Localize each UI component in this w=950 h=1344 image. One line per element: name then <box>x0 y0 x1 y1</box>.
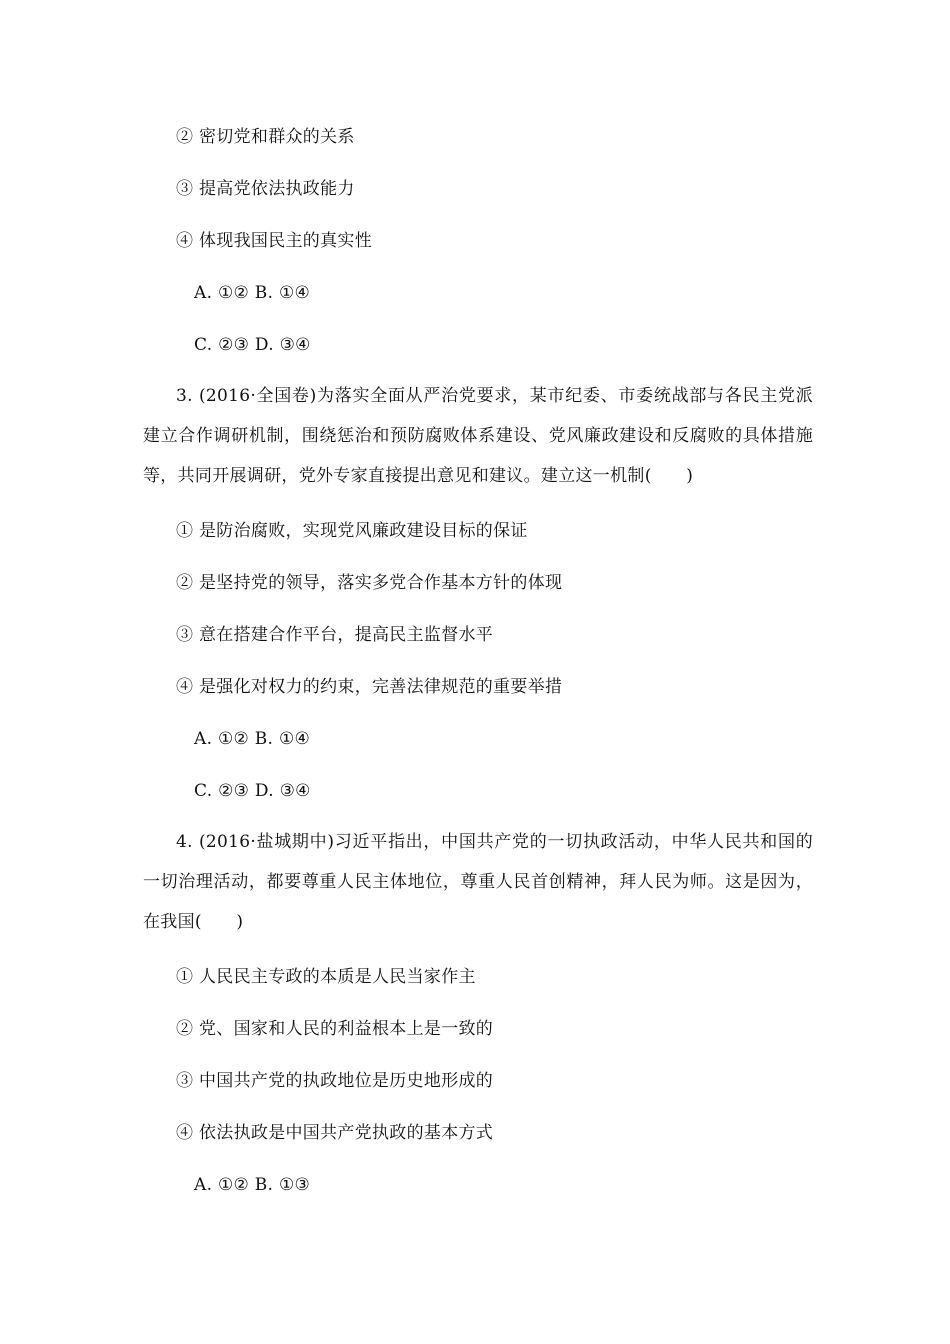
q3-option-4: ④ 是强化对权力的约束，完善法律规范的重要举措 <box>176 677 563 697</box>
q4-choice-ab: A. ①② B. ①③ <box>194 1175 311 1195</box>
q3-option-1: ① 是防治腐败，实现党风廉政建设目标的保证 <box>176 521 528 541</box>
q2-option-3: ③ 提高党依法执政能力 <box>176 179 355 199</box>
q4-option-3: ③ 中国共产党的执政地位是历史地形成的 <box>176 1071 494 1091</box>
q4-option-4: ④ 依法执政是中国共产党执政的基本方式 <box>176 1123 494 1143</box>
q2-choice-cd: C. ②③ D. ③④ <box>194 335 311 355</box>
q4-option-1: ① 人民民主专政的本质是人民当家作主 <box>176 967 476 987</box>
q3-choice-cd: C. ②③ D. ③④ <box>194 781 311 801</box>
q3-option-3: ③ 意在搭建合作平台，提高民主监督水平 <box>176 625 494 645</box>
q2-option-2: ② 密切党和群众的关系 <box>176 127 355 147</box>
q2-choice-ab: A. ①② B. ①④ <box>194 283 311 303</box>
q3-option-2: ② 是坚持党的领导，落实多党合作基本方针的体现 <box>176 573 563 593</box>
q3-choice-ab: A. ①② B. ①④ <box>194 729 311 749</box>
q4-option-2: ② 党、国家和人民的利益根本上是一致的 <box>176 1019 494 1039</box>
q2-option-4: ④ 体现我国民主的真实性 <box>176 231 373 251</box>
q4-stem: 4. (2016·盐城期中)习近平指出，中国共产党的一切执政活动，中华人民共和国的一切治理活动，都要尊重人民主体地位，尊重人民首创精神，拜人民为师。这是因为，在我国( ) <box>143 832 813 932</box>
q3-stem: 3. (2016·全国卷)为落实全面从严治党要求，某市纪委、市委统战部与各民主党派建立合作调研机制，围绕惩治和预防腐败体系建设、党风廉政建设和反腐败的具体措施等，共同开展调研，党外专家直接提出意见和建议。建立这一机制( ) <box>143 386 813 486</box>
